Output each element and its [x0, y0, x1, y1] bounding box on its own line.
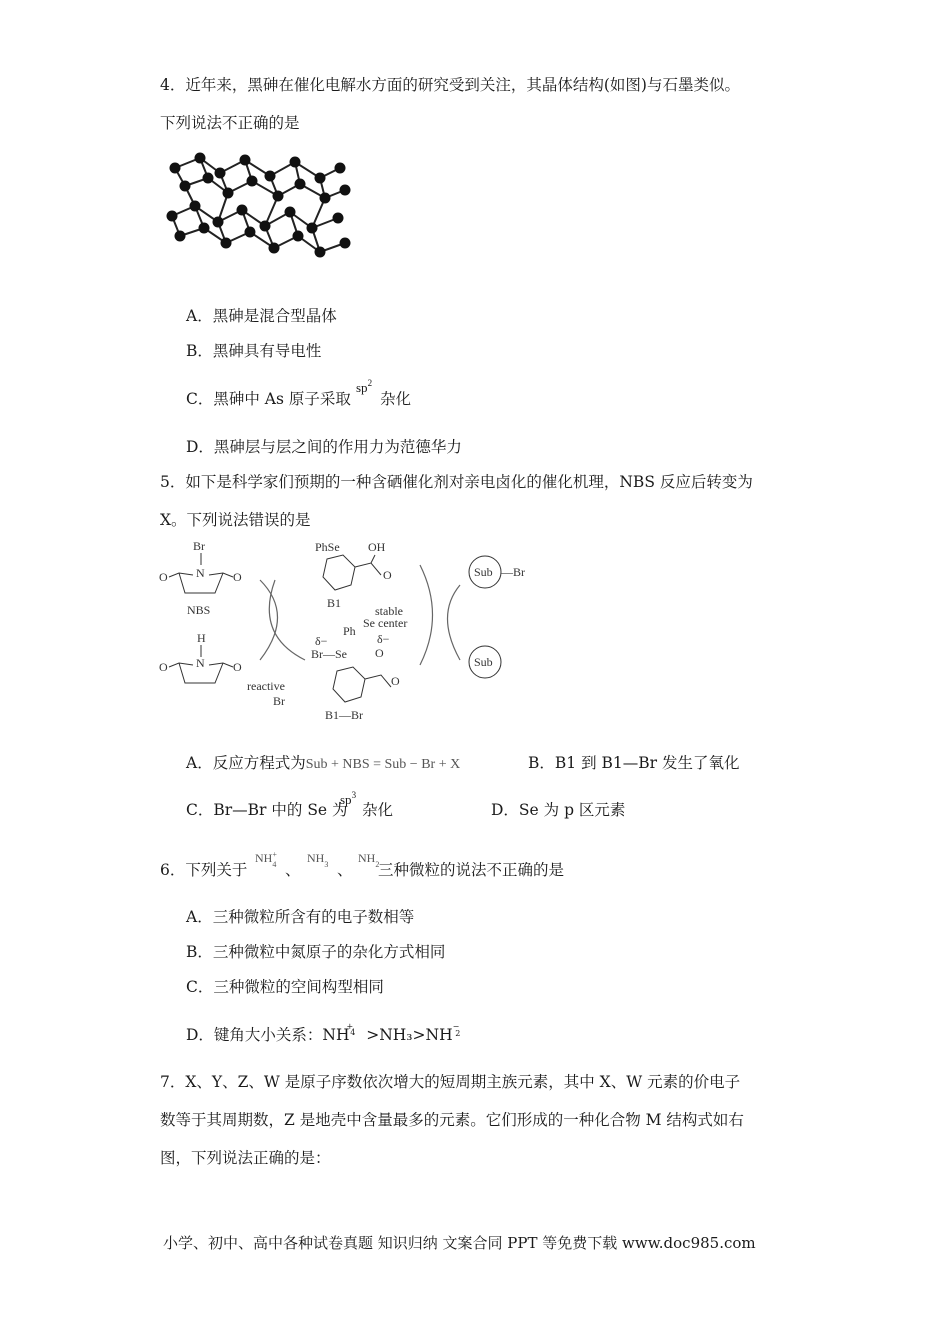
q5-sp-superscript: 3: [351, 790, 357, 800]
br-se-label: Br—Se: [311, 647, 347, 661]
succinimide-h-label: H: [197, 631, 206, 645]
b1-phse-label: PhSe: [315, 540, 340, 554]
q5-stem-line2: X。下列说法错误的是: [160, 511, 311, 529]
q5-option-a: [186, 756, 460, 772]
q6-nh4-subscript: 4: [272, 860, 277, 869]
q6-stem-suffix: 三种微粒的说法不正确的是: [378, 861, 565, 879]
q5-option-a-prefix: A．反应方程式为: [186, 754, 306, 772]
succinimide-o-right: O: [233, 660, 242, 674]
complex-o2-label: O: [391, 674, 400, 688]
q6-option-d-prefix: D．键角大小关系：NH: [186, 1026, 350, 1044]
nbs-label: NBS: [187, 603, 211, 617]
q5-option-d: D．Se 为 p 区元素: [491, 801, 626, 819]
q7-stem-line1: 7．X、Y、Z、W 是原子序数依次增大的短周期主族元素，其中 X、W 元素的价电子: [160, 1073, 741, 1091]
sub-br-sub-label: Sub: [474, 565, 493, 579]
b1-o-label: O: [383, 568, 392, 582]
succinimide-o-left: O: [159, 660, 168, 674]
b1-br-label: B1—Br: [325, 708, 364, 722]
catalytic-mechanism-diagram: [155, 535, 540, 725]
q6-nh4-superscript: +: [272, 850, 277, 859]
ph-label: Ph: [343, 624, 356, 638]
q6-option-a: A．三种微粒所含有的电子数相等: [186, 908, 415, 926]
reactive-br-label: Br: [273, 694, 285, 708]
q5-option-c-sp: [340, 790, 356, 808]
q4-option-c-prefix: C．黑砷中 As 原子采取: [186, 390, 351, 408]
q5-option-c: C．Br—Br 中的 Se 为: [186, 801, 348, 819]
stable-label: stable: [375, 604, 403, 618]
q7-stem-line2: 数等于其周期数，Z 是地壳中含量最多的元素。它们形成的一种化合物 M 结构式如右: [160, 1111, 744, 1129]
q6-option-d-sup1: +: [346, 1022, 354, 1031]
q7-stem-line3: 图，下列说法正确的是：: [160, 1149, 331, 1167]
q4-sp-superscript: 2: [367, 378, 373, 388]
sub-label: Sub: [474, 655, 493, 669]
sub-br-bond-label: —Br: [501, 565, 525, 579]
q6-nh3-formula: [307, 851, 329, 869]
q4-option-c-sp: [356, 378, 372, 396]
page-footer: 小学、初中、高中各种试卷真题 知识归纳 文案合同 PPT 等免费下载 www.doc985.com: [163, 1234, 756, 1252]
q6-nh3-text: NH: [307, 851, 325, 865]
q5-option-a-equation: Sub + NBS = Sub − Br + X: [305, 757, 461, 772]
q5-stem-line1: 5．如下是科学家们预期的一种含硒催化剂对亲电卤化的催化机理，NBS 反应后转变为: [160, 473, 753, 491]
q4-stem-line2: 下列说法不正确的是: [160, 114, 300, 132]
black-arsenic-structure-image: [160, 148, 360, 268]
q6-nh3-subscript: 3: [324, 860, 329, 869]
q6-separator-2: 、: [337, 861, 353, 879]
q6-nh2-text: NH: [358, 851, 376, 865]
q6-option-d-middle: >NH₃>NH: [361, 1026, 453, 1044]
q6-option-d-sub2: 2: [455, 1029, 461, 1038]
b1-oh-label: OH: [368, 540, 386, 554]
q4-option-c: [186, 392, 351, 408]
delta-minus-left: δ−: [315, 634, 328, 648]
q4-sp-text: sp: [356, 380, 368, 395]
b1-label: B1: [327, 596, 342, 610]
q6-stem-prefix: 6．下列关于: [160, 861, 248, 879]
q4-option-d: D．黑砷层与层之间的作用力为范德华力: [186, 438, 462, 456]
complex-o-label: O: [375, 646, 384, 660]
succinimide-n-label: N: [196, 656, 205, 670]
q4-option-c-suffix: 杂化: [380, 390, 412, 408]
q6-nh2-formula: [358, 851, 380, 869]
q6-nh4-formula: [255, 850, 281, 869]
q6-nh4-text: NH: [255, 851, 273, 865]
q6-option-c: C．三种微粒的空间构型相同: [186, 978, 384, 996]
q6-nh2-subscript: 2: [375, 860, 380, 869]
q5-option-b: B．B1 到 B1—Br 发生了氧化: [528, 754, 740, 772]
q4-stem-line1: 4．近年来，黑砷在催化电解水方面的研究受到关注，其晶体结构(如图)与石墨类似。: [160, 76, 740, 94]
q5-sp-text: sp: [340, 792, 352, 807]
q6-option-d-sup2: −: [452, 1022, 460, 1031]
nbs-o-right: O: [233, 570, 242, 584]
nbs-n-label: N: [196, 566, 205, 580]
q5-option-c-suffix: 杂化: [362, 801, 394, 819]
nbs-br-label: Br: [193, 539, 205, 553]
q6-separator-1: 、: [285, 861, 301, 879]
nbs-o-left: O: [159, 570, 168, 584]
q4-option-b: B．黑砷具有导电性: [186, 342, 322, 360]
q6-option-b: B．三种微粒中氮原子的杂化方式相同: [186, 943, 446, 961]
reactive-label: reactive: [247, 679, 285, 693]
q4-option-a: A．黑砷是混合型晶体: [186, 307, 337, 325]
q6-option-d: [186, 1022, 464, 1044]
q6-option-d-sub1: 4: [350, 1028, 356, 1037]
se-center-label: Se center: [363, 616, 408, 630]
delta-minus-right: δ−: [377, 632, 390, 646]
